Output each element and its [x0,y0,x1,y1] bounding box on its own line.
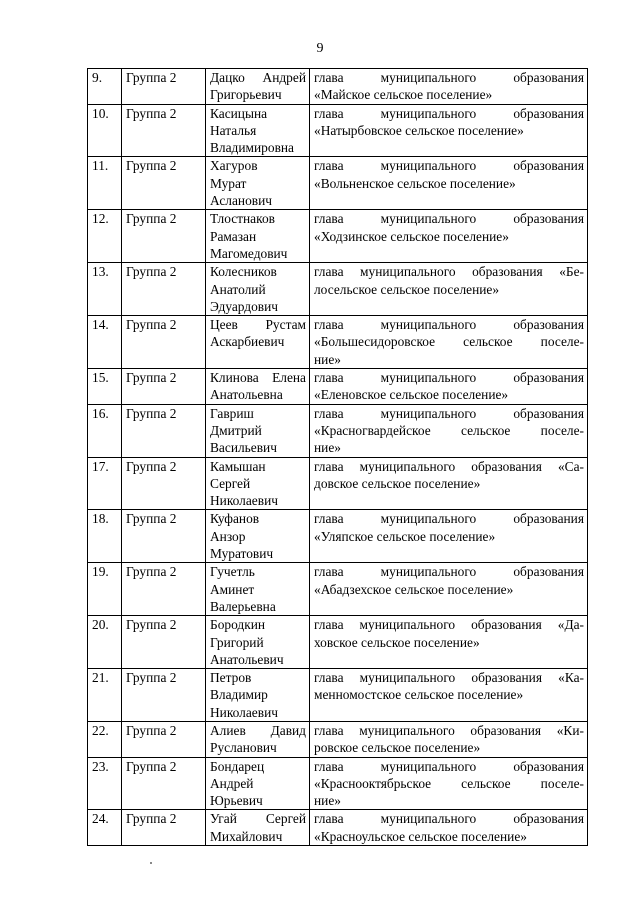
position-line: глава муниципального образования «Ки- [314,722,584,738]
name-line: Угай Сергей [210,811,306,827]
row-group: Группа 2 [122,563,206,616]
position-line: глава муниципального образования [314,158,584,174]
name-line: Эдуардович [210,298,279,314]
name-line: Анзор [210,528,246,544]
position-line: ние» [314,440,341,456]
position-line: лосельское сельское поселение» [314,281,500,297]
position-line: ние» [314,793,341,809]
position-line: глава муниципального образования [314,370,584,386]
table-row [88,510,588,563]
row-full-name [206,757,310,810]
name-line: Рамазан [210,228,257,244]
name-line: Дацко Андрей [210,70,306,85]
name-line: Куфанов [210,511,260,527]
row-full-name [206,369,310,405]
row-full-name [206,157,310,210]
name-line: Васильевич [210,440,277,456]
position-line: «Майское сельское поселение» [314,87,493,103]
position-line: ровское сельское поселение» [314,740,481,756]
row-position [310,369,588,405]
table-row [88,369,588,405]
position-line: глава муниципального образования [314,511,584,527]
officials-table [87,68,588,846]
position-line: «Натырбовское сельское поселение» [314,122,524,138]
row-position [310,316,588,369]
position-line: довское сельское поселение» [314,475,481,491]
row-group: Группа 2 [122,457,206,510]
row-position [310,69,588,105]
name-line: Анатольевна [210,387,283,403]
name-line: Петров [210,670,252,686]
position-line: глава муниципального образования [314,811,584,827]
name-line: Алиев Давид [210,722,306,738]
name-line: Муратович [210,546,274,562]
table-row [88,810,588,846]
name-line: Андрей [210,775,254,791]
row-position [310,404,588,457]
name-line: Колесников [210,264,277,280]
name-line: Аскарбиевич [210,334,285,350]
position-line: глава муниципального образования [314,405,584,421]
row-number: 13. [88,263,122,316]
row-group: Группа 2 [122,669,206,722]
position-line: глава муниципального образования «Да- [314,617,584,633]
row-full-name [206,404,310,457]
table-row [88,210,588,263]
row-position [310,263,588,316]
position-line: «Красногвардейское сельское поселе- [314,422,584,438]
row-group: Группа 2 [122,510,206,563]
row-position [310,669,588,722]
row-number: 20. [88,616,122,669]
name-line: Наталья [210,122,257,138]
row-group: Группа 2 [122,404,206,457]
row-number: 15. [88,369,122,405]
row-number: 11. [88,157,122,210]
row-number: 12. [88,210,122,263]
name-line: Гучетль [210,564,255,580]
row-group: Группа 2 [122,104,206,157]
position-line: глава муниципального образования [314,211,584,227]
row-full-name [206,69,310,105]
row-number: 16. [88,404,122,457]
row-group: Группа 2 [122,157,206,210]
name-line: Николаевич [210,493,278,509]
position-line: менномостское сельское поселение» [314,687,524,703]
position-line: глава муниципального образования [314,758,584,774]
name-line: Сергей [210,475,251,491]
position-line: глава муниципального образования «Са- [314,458,584,474]
row-full-name [206,210,310,263]
table-row [88,757,588,810]
row-position [310,457,588,510]
row-full-name [206,263,310,316]
position-line: «Ходзинское сельское поселение» [314,228,509,244]
row-group: Группа 2 [122,316,206,369]
position-line: «Абадзехское сельское поселение» [314,581,514,597]
name-line: Дмитрий [210,422,262,438]
name-line: Григорьевич [210,87,282,103]
row-number: 24. [88,810,122,846]
row-number: 9. [88,69,122,105]
row-group: Группа 2 [122,616,206,669]
scan-speck [150,862,152,864]
name-line: Камышан [210,458,266,474]
table-row [88,563,588,616]
name-line: Русланович [210,740,277,756]
table-row [88,457,588,510]
name-line: Тлостнаков [210,211,275,227]
position-line: «Уляпское сельское поселение» [314,528,496,544]
name-line: Асланович [210,193,272,209]
row-number: 21. [88,669,122,722]
row-position [310,510,588,563]
row-number: 18. [88,510,122,563]
table-row [88,316,588,369]
position-line: ховское сельское поселение» [314,634,480,650]
name-line: Касицына [210,105,268,121]
row-position [310,757,588,810]
row-full-name [206,104,310,157]
page-number: 9 [316,41,324,56]
position-line: глава муниципального образования «Бе- [314,264,584,280]
position-line: «Еленовское сельское поселение» [314,387,509,403]
name-line: Мурат [210,175,247,191]
row-position [310,563,588,616]
position-line: глава муниципального образования «Ка- [314,670,584,686]
row-group: Группа 2 [122,69,206,105]
position-line: «Красноульское сельское поселение» [314,828,527,844]
row-full-name [206,721,310,757]
name-line: Анатолий [210,281,266,297]
position-line: глава муниципального образования [314,105,584,121]
name-line: Клинова Елена [210,370,306,386]
row-group: Группа 2 [122,263,206,316]
row-full-name [206,810,310,846]
row-number: 14. [88,316,122,369]
name-line: Валерьевна [210,598,276,614]
name-line: Цеев Рустам [210,317,306,333]
row-number: 23. [88,757,122,810]
row-full-name [206,510,310,563]
position-line: глава муниципального образования [314,317,584,333]
table-row [88,721,588,757]
name-line: Николаевич [210,704,278,720]
row-group: Группа 2 [122,369,206,405]
row-number: 22. [88,721,122,757]
table-row [88,404,588,457]
name-line: Владимировна [210,140,294,156]
name-line: Анатольевич [210,651,284,667]
name-line: Магомедович [210,245,288,261]
table-row [88,157,588,210]
table-body [88,69,588,846]
position-line: ние» [314,351,341,367]
position-line: глава муниципального образования [314,564,584,580]
table-row [88,669,588,722]
row-number: 10. [88,104,122,157]
row-group: Группа 2 [122,721,206,757]
name-line: Хагуров [210,158,258,174]
row-group: Группа 2 [122,210,206,263]
row-group: Группа 2 [122,757,206,810]
table-row [88,104,588,157]
row-full-name [206,669,310,722]
name-line: Бондарец [210,758,265,774]
position-line: глава муниципального образования [314,70,584,85]
row-full-name [206,457,310,510]
name-line: Григорий [210,634,264,650]
table-row [88,69,588,105]
name-line: Владимир [210,687,268,703]
row-full-name [206,316,310,369]
row-position [310,104,588,157]
row-position [310,721,588,757]
table-row [88,616,588,669]
name-line: Юрьевич [210,793,263,809]
name-line: Михайлович [210,828,283,844]
row-position [310,210,588,263]
row-number: 19. [88,563,122,616]
name-line: Аминет [210,581,255,597]
row-position [310,810,588,846]
row-full-name [206,616,310,669]
position-line: «Вольненское сельское поселение» [314,175,516,191]
row-number: 17. [88,457,122,510]
name-line: Бородкин [210,617,266,633]
row-full-name [206,563,310,616]
row-position [310,616,588,669]
name-line: Гавриш [210,405,254,421]
row-group: Группа 2 [122,810,206,846]
row-position [310,157,588,210]
table-row [88,263,588,316]
position-line: «Краснооктябрьское сельское поселе- [314,775,584,791]
position-line: «Большесидоровское сельское поселе- [314,334,584,350]
